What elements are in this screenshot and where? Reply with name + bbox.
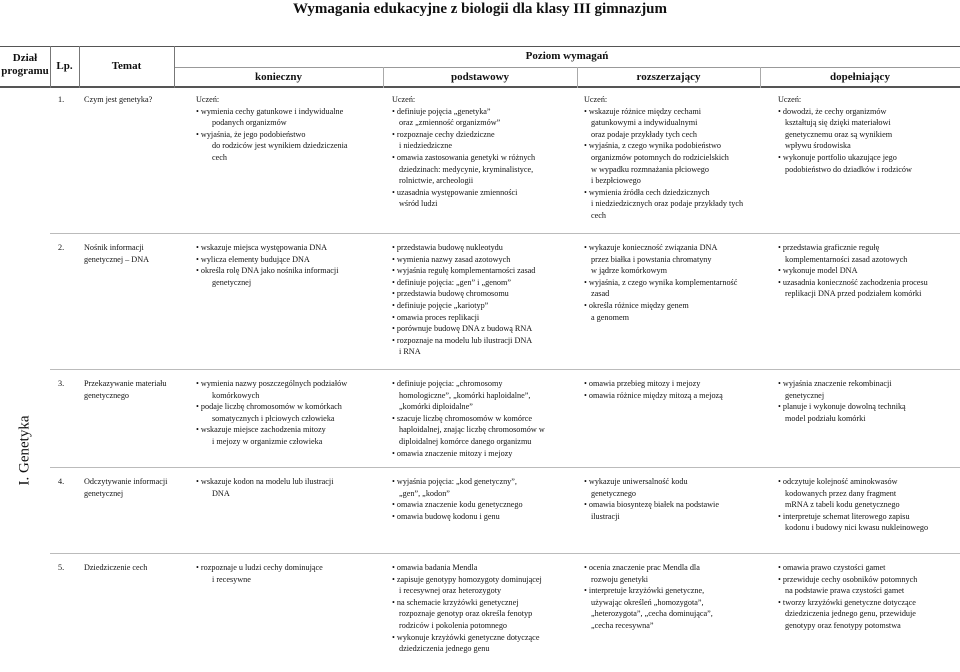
header-lp: Lp. [56, 60, 73, 72]
header-poziom: Poziom wymagań [525, 50, 609, 62]
cell-line: i mejozy w organizmie człowieka [212, 436, 323, 446]
table-top-border [0, 46, 960, 47]
cell-line: • szacuje liczbę chromosomów w komórce [392, 413, 532, 423]
cell-line: kodonu i budowy nici kwasu nukleinowego [785, 523, 929, 533]
page-title: Wymagania edukacyjne z biologii dla klasy III gimnazjum [292, 1, 668, 17]
cell-line: a genomem [591, 312, 629, 322]
header-podstawowy: podstawowy [450, 71, 510, 83]
cell-line: • uzasadnia konieczność zachodzenia procesu [778, 277, 928, 287]
cell-line: • rozpoznaje na modelu lub ilustracji DNA [392, 335, 533, 345]
cell-lp: 2. [58, 243, 65, 252]
cell-line: Uczeń: [196, 95, 220, 104]
cell-line: • omawia badania Mendla [392, 563, 478, 572]
cell-line: „gen”, „kodon” [399, 488, 450, 498]
cell-temat: Odczytywanie informacji genetycznej [84, 477, 168, 498]
cell-line: • wskazuje różnice między cechami [584, 106, 701, 116]
cell-line: kształtują się dzięki materiałowi [785, 118, 891, 128]
cell-line: • określa różnice między genem [584, 300, 689, 310]
header-bottom-border [0, 86, 960, 88]
cell-line: • wskazuje miejsce zachodzenia mitozy [196, 425, 326, 435]
header-temat: Temat [111, 60, 142, 72]
cell-line: i niedziedziczne [399, 141, 452, 151]
cell-line: • omawia proces replikacji [392, 312, 480, 322]
cell-line: • przedstawia budowę chromosomu [392, 289, 509, 299]
cell-line: • wymienia nazwy zasad azotowych [392, 254, 511, 264]
cell-lp: 4. [58, 477, 65, 486]
cell-line: • wyjaśnia, że jego podobieństwo [196, 129, 306, 139]
cell-line: • przedstawia graficznie regułę [778, 243, 880, 252]
cell-line: • określa rolę DNA jako nośnika informacji [196, 266, 339, 276]
cell-konieczny [196, 476, 381, 499]
cell-line: • definiuje pojęcie „kariotyp” [392, 300, 489, 310]
cell-line: Uczeń: [392, 95, 416, 104]
header-rozszerzajacy: rozszerzający [636, 71, 701, 83]
cell-temat: Przekazywanie materiału genetycznego [84, 379, 167, 400]
cell-line: • zapisuje genotypy homozygoty dominującej [392, 574, 542, 584]
cell-podstawowy [392, 476, 576, 522]
cell-line: wpływu środowiska [785, 141, 851, 151]
cell-line: dziedzinach: medycynie, kryminalistyce, [399, 164, 534, 174]
cell-line: podanych organizmów [212, 118, 287, 128]
cell-line: • omawia zastosowania genetyki w różnych [392, 152, 536, 162]
cell-line: model podziału komórki [785, 413, 866, 423]
cell-line: kodowanych przez dany fragment [785, 488, 897, 498]
cell-line: • wskazuje kodon na modelu lub ilustracji [196, 477, 334, 486]
cell-rozszerzajacy [584, 476, 760, 522]
cell-line: dziedziczenia jednego genu, przewiduje [785, 609, 916, 619]
cell-konieczny [196, 378, 381, 448]
cell-line: • wylicza elementy budujące DNA [196, 254, 310, 264]
cell-line: przez białka i powstania chromatyny [591, 254, 712, 264]
cell-line: • interpretuje krzyżówki genetyczne, [584, 586, 705, 596]
cell-podstawowy [392, 378, 576, 459]
cell-line: genetycznej [785, 390, 825, 400]
cell-line: genetycznej [212, 277, 252, 287]
cell-line: • wyjaśnia, z czego wynika komplementarność [584, 277, 738, 287]
cell-line: i bezpłciowego [591, 176, 641, 186]
cell-line: gatunkowymi a indywidualnymi [591, 118, 698, 128]
cell-line: • wymienia cechy gatunkowe i indywidualne [196, 106, 344, 116]
section-label: I. Genetyka [16, 415, 33, 485]
cell-line: • porównuje budowę DNA z budową RNA [392, 324, 533, 334]
cell-line: Uczeń: [778, 95, 802, 104]
cell-temat: Czym jest genetyka? [84, 95, 153, 104]
row-divider [50, 233, 960, 234]
cell-line: • przewiduje cechy osobników potomnych [778, 574, 918, 584]
cell-temat: Nośnik informacji genetycznej – DNA [84, 243, 150, 264]
cell-line: • omawia znaczenie mitozy i mejozy [392, 448, 513, 458]
cell-line: • definiuje pojęcia „genetyka” [392, 106, 491, 116]
cell-line: do rodziców jest wynikiem dziedziczenia [212, 141, 348, 151]
cell-line: diploidalnej komórce danego organizmu [399, 436, 532, 446]
cell-line: „komórki diploidalne” [399, 402, 473, 412]
cell-line: w jądrze komórkowym [591, 266, 667, 276]
cell-line: genetycznego [591, 488, 637, 498]
cell-line: • planuje i wykonuje dowolną techniką [778, 402, 906, 412]
cell-line: „heterozygota”, „cecha dominująca”, [591, 609, 713, 619]
cell-podstawowy [392, 242, 576, 358]
cell-line: • omawia przebieg mitozy i mejozy [584, 379, 701, 388]
cell-line: podobieństwo do dziadków i rodziców [785, 164, 912, 174]
cell-konieczny [196, 562, 381, 585]
cell-dopelniajacy [778, 476, 956, 534]
cell-line: • omawia budowę kodonu i genu [392, 511, 500, 521]
cell-line: na podstawie prawa czystości gamet [785, 586, 905, 596]
cell-line: • przedstawia budowę nukleotydu [392, 243, 503, 252]
cell-line: • wykonuje krzyżówki genetyczne dotyczące [392, 632, 540, 642]
cell-line: w wypadku rozmnażania płciowego [591, 164, 709, 174]
cell-podstawowy [392, 562, 576, 655]
cell-line: • uzasadnia występowanie zmienności [392, 187, 518, 197]
cell-temat: Dziedziczenie cech [84, 563, 148, 572]
cell-line: używając określeń „homozygota”, [591, 597, 704, 607]
cell-line: „cecha recesywna” [591, 620, 654, 630]
cell-line: • podaje liczbę chromosomów w komórkach [196, 402, 342, 412]
cell-line: • wykonuje portfolio ukazujące jego [778, 152, 897, 162]
cell-dopelniajacy [778, 94, 956, 175]
cell-rozszerzajacy [584, 378, 760, 401]
cell-line: • rozpoznaje u ludzi cechy dominujące [196, 563, 323, 572]
cell-rozszerzajacy [584, 562, 760, 632]
header-konieczny: konieczny [254, 71, 303, 83]
cell-line: • na schemacie krzyżówki genetycznej [392, 597, 519, 607]
cell-line: • wyjaśnia, z czego wynika podobieństwo [584, 141, 722, 151]
cell-line: cech [212, 152, 227, 162]
cell-dopelniajacy [778, 378, 956, 424]
cell-lp: 5. [58, 563, 65, 572]
cell-line: • wykonuje model DNA [778, 266, 858, 276]
row-divider [50, 553, 960, 554]
row-divider [50, 369, 960, 370]
cell-line: oraz „zmienność organizmów” [399, 118, 501, 128]
cell-line: • rozpoznaje cechy dziedziczne [392, 129, 495, 139]
cell-line: rolnictwie, archeologii [399, 176, 474, 186]
cell-line: • interpretuje schemat literowego zapisu [778, 511, 910, 521]
cell-line: • definiuje pojęcia: „chromosomy [392, 379, 503, 388]
cell-line: • wyjaśnia regułę komplementarności zasad [392, 266, 536, 276]
cell-line: i RNA [399, 347, 421, 357]
cell-line: oraz podaje przykłady tych cech [591, 129, 697, 139]
cell-line: • tworzy krzyżówki genetyczne dotyczące [778, 597, 916, 607]
cell-line: • omawia znaczenie kodu genetycznego [392, 500, 523, 510]
cell-rozszerzajacy [584, 242, 760, 323]
cell-line: • wykazuje uniwersalność kodu [584, 477, 688, 486]
cell-line: genotypy oraz fenotypy potomstwa [785, 620, 901, 630]
cell-line: ilustracji [591, 511, 620, 521]
cell-line: organizmów potomnych do rodzicielskich [591, 152, 729, 162]
cell-line: rodziców i pokolenia potomnego [399, 620, 508, 630]
cell-line: mRNA z tabeli kodu genetycznego [785, 500, 900, 510]
cell-line: • wyjaśnia pojęcia: „kod genetyczny”, [392, 477, 517, 486]
cell-lp: 1. [58, 95, 65, 104]
cell-line: • omawia prawo czystości gamet [778, 563, 886, 572]
cell-line: Uczeń: [584, 95, 608, 104]
cell-line: • omawia biosyntezę białek na podstawie [584, 500, 719, 510]
cell-line: • wskazuje miejsca występowania DNA [196, 243, 328, 252]
cell-line: komórkowych [212, 390, 260, 400]
cell-line: replikacji DNA przed podziałem komórki [785, 289, 922, 299]
cell-line: • omawia różnice między mitozą a mejozą [584, 390, 723, 400]
cell-line: • wymienia źródła cech dziedzicznych [584, 187, 710, 197]
cell-line: dziedziczenia jednego genu [399, 644, 490, 654]
cell-konieczny [196, 242, 381, 288]
cell-line: haploidalnej, znając liczbę chromosomów w [399, 425, 545, 435]
cell-rozszerzajacy [584, 94, 760, 222]
cell-line: zasad [591, 289, 610, 299]
cell-line: rozpoznaje genotyp oraz określa fenotyp [399, 609, 533, 619]
cell-line: i niedziedzicznych oraz podaje przykłady tych [591, 199, 744, 209]
cell-line: • odczytuje kolejność aminokwasów [778, 477, 898, 486]
cell-line: cech [591, 210, 606, 220]
cell-line: • ocenia znaczenie prac Mendla dla [584, 563, 700, 572]
cell-podstawowy [392, 94, 576, 210]
row-divider [50, 467, 960, 468]
cell-line: genetycznemu oraz są wynikiem [785, 129, 893, 139]
header-dzial: Dział programu [1, 52, 49, 77]
cell-line: DNA [212, 488, 230, 498]
cell-line: • wymienia nazwy poszczególnych podziałów [196, 379, 348, 388]
cell-line: • dowodzi, że cechy organizmów [778, 106, 887, 116]
cell-line: i recesywne [212, 574, 251, 584]
cell-line: i recesywnej oraz heterozygoty [399, 586, 502, 596]
cell-lp: 3. [58, 379, 65, 388]
cell-line: komplementarności zasad azotowych [785, 254, 908, 264]
cell-line: • wyjaśnia znaczenie rekombinacji [778, 379, 892, 388]
cell-line: wśród ludzi [399, 199, 438, 209]
header-dopelniajacy: dopełniający [830, 71, 890, 83]
header-divider [174, 67, 960, 68]
cell-line: • definiuje pojęcia: „gen” i „genom” [392, 277, 512, 287]
cell-line: homologiczne”, „komórki haploidalne”, [399, 390, 531, 400]
cell-dopelniajacy [778, 242, 956, 300]
cell-dopelniajacy [778, 562, 956, 632]
cell-konieczny [196, 94, 381, 164]
cell-line: somatycznych i płciowych człowieka [212, 413, 335, 423]
cell-line: rozwoju genetyki [591, 574, 649, 584]
cell-line: • wykazuje konieczność związania DNA [584, 243, 718, 252]
